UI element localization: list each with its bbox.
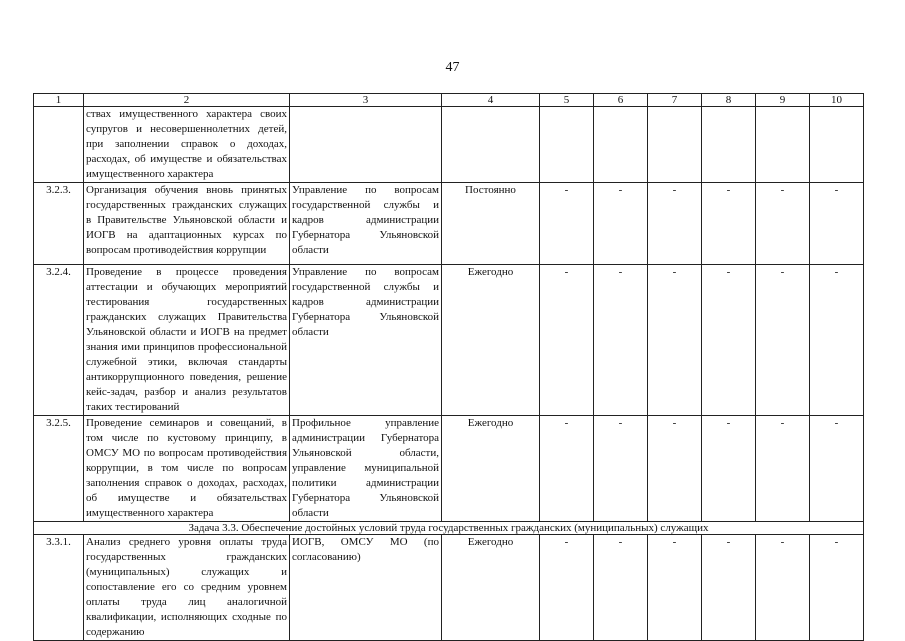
year-cell: - xyxy=(810,535,864,641)
year-cell: - xyxy=(648,535,702,641)
item-description: Проведение семинаров и совещаний, в том числе по кустовому принципу, в ОМСУ МО по вопросам противодействия коррупции, в том числе по вопросам заполнения справок о доходах, расходах, об имуществе и обязательствах имущественного характера xyxy=(84,416,290,522)
year-cell: - xyxy=(702,535,756,641)
year-cell: - xyxy=(594,535,648,641)
plan-table xyxy=(33,93,864,641)
item-description: Анализ среднего уровня оплаты труда государственных гражданских (муниципальных) служащих и сопоставление его со средним уровнем оплаты труда лиц аналогичной квалификации, исполняющих сходные по содержанию xyxy=(84,535,290,641)
item-description: Организация обучения вновь принятых государственных гражданских служащих в Правительстве Ульяновской области и ИОГВ на адаптационных курсах по вопросам противодействия коррупции xyxy=(84,183,290,265)
item-executor: Управление по вопросам государственной службы и кадров администрации Губернатора Ульяновской области xyxy=(290,183,442,265)
header-cell: 4 xyxy=(442,94,540,107)
year-cell: - xyxy=(594,183,648,265)
year-cell: - xyxy=(540,265,594,416)
header-cell: 7 xyxy=(648,94,702,107)
item-term: Ежегодно xyxy=(442,265,540,416)
year-cell xyxy=(594,107,648,183)
header-cell: 9 xyxy=(756,94,810,107)
year-cell: - xyxy=(648,183,702,265)
year-cell: - xyxy=(540,535,594,641)
year-cell: - xyxy=(540,416,594,522)
item-executor: Профильное управление администрации Губернатора Ульяновской области, управление муниципальной политики администрации Губернатора Ульяновской области xyxy=(290,416,442,522)
year-cell: - xyxy=(540,183,594,265)
table-row xyxy=(34,535,864,641)
header-cell: 8 xyxy=(702,94,756,107)
year-cell xyxy=(810,107,864,183)
year-cell: - xyxy=(594,265,648,416)
year-cell: - xyxy=(594,416,648,522)
year-cell: - xyxy=(810,265,864,416)
task-heading: Задача 3.3. Обеспечение достойных условий труда государственных гражданских (муниципальных) служащих xyxy=(34,522,864,535)
header-cell: 1 xyxy=(34,94,84,107)
item-number: 3.3.1. xyxy=(34,535,84,641)
item-term: Постоянно xyxy=(442,183,540,265)
year-cell: - xyxy=(810,416,864,522)
year-cell xyxy=(648,107,702,183)
item-number: 3.2.3. xyxy=(34,183,84,265)
table-row xyxy=(34,107,864,183)
year-cell xyxy=(756,107,810,183)
item-executor xyxy=(290,107,442,183)
item-executor: ИОГВ, ОМСУ МО (по согласованию) xyxy=(290,535,442,641)
item-number: 3.2.4. xyxy=(34,265,84,416)
year-cell xyxy=(702,107,756,183)
year-cell: - xyxy=(648,265,702,416)
table-row xyxy=(34,265,864,416)
year-cell: - xyxy=(756,265,810,416)
year-cell: - xyxy=(756,535,810,641)
header-row xyxy=(34,94,864,107)
header-cell: 2 xyxy=(84,94,290,107)
year-cell: - xyxy=(756,416,810,522)
item-term: Ежегодно xyxy=(442,416,540,522)
item-description: Проведение в процессе проведения аттестации и обучающих мероприятий тестирования государственных гражданских служащих Правительства Ульяновской области и ИОГВ на предмет знания ими принципов профессиональной служебной этики, включая стандарты антикоррупционного поведения, решение кейс-задач, разбор и анализ результатов таких тестирований xyxy=(84,265,290,416)
item-term: Ежегодно xyxy=(442,535,540,641)
year-cell: - xyxy=(702,265,756,416)
header-cell: 6 xyxy=(594,94,648,107)
item-number: 3.2.5. xyxy=(34,416,84,522)
year-cell: - xyxy=(810,183,864,265)
page-number: 47 xyxy=(445,60,460,75)
header-cell: 5 xyxy=(540,94,594,107)
header-cell: 10 xyxy=(810,94,864,107)
year-cell: - xyxy=(702,183,756,265)
table-row xyxy=(34,416,864,522)
year-cell: - xyxy=(648,416,702,522)
header-cell: 3 xyxy=(290,94,442,107)
year-cell: - xyxy=(702,416,756,522)
item-number xyxy=(34,107,84,183)
year-cell xyxy=(540,107,594,183)
item-executor: Управление по вопросам государственной службы и кадров администрации Губернатора Ульяновской области xyxy=(290,265,442,416)
table-row xyxy=(34,183,864,265)
task-row xyxy=(34,522,864,535)
item-description: ствах имущественного характера своих супругов и несовершеннолетних детей, при заполнении справок о доходах, расходах, об имуществе и обязательствах имущественного характера xyxy=(84,107,290,183)
year-cell: - xyxy=(756,183,810,265)
item-term xyxy=(442,107,540,183)
